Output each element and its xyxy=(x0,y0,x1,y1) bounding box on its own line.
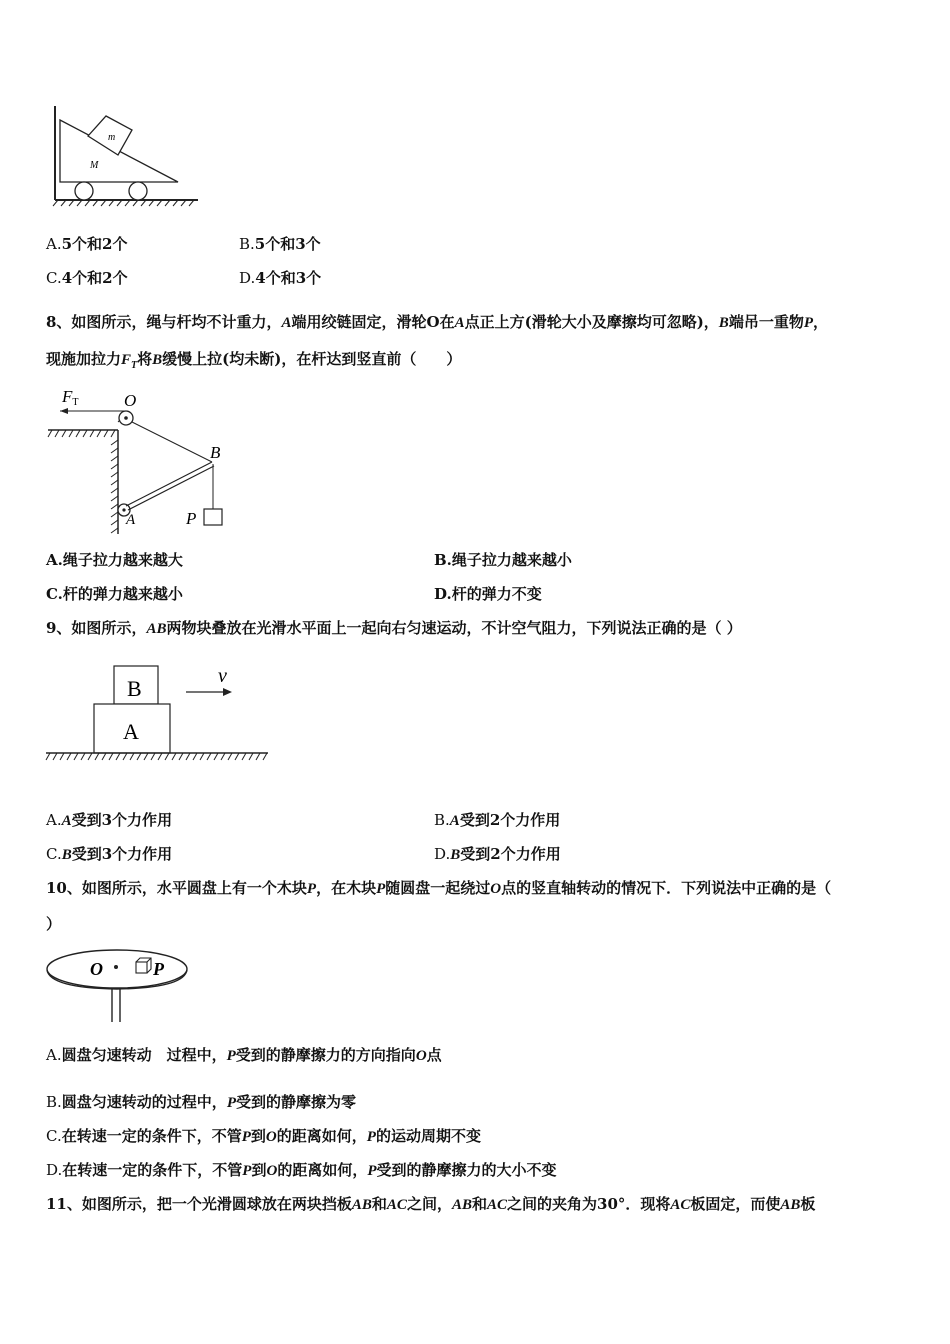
q8-option-b: B.绳子拉力越来越小 xyxy=(434,551,572,569)
q9-figure-stacked-blocks xyxy=(40,660,280,772)
q11-stem: 11、如图所示，把一个光滑圆球放在两块挡板AB和AC之间，AB和AC之间的夹角为30°．现将AC板固定，而使AB板 xyxy=(46,1195,816,1213)
q9-stem: 9、如图所示，AB两物块叠放在光滑水平面上一起向右匀速运动，不计空气阻力，下列说法正确的是（ ） xyxy=(46,619,742,637)
q7-option-d: D.4个和3个 xyxy=(239,269,322,287)
q8-label-ft: FT xyxy=(62,387,79,408)
q8-option-d: D.杆的弹力不变 xyxy=(434,585,542,603)
q7-option-a: A.5个和2个 xyxy=(46,235,128,253)
q8-label-b: B xyxy=(210,443,221,462)
q7-label-m: m xyxy=(108,132,116,143)
q10-stem-line1: 10、如图所示，水平圆盘上有一个木块P，在木块P随圆盘一起绕过O点的竖直轴转动的情况下．下列说法中正确的是（ xyxy=(46,879,832,897)
q10-stem-line2: ） xyxy=(46,915,62,933)
q7-figure-incline-cart xyxy=(40,100,210,210)
q9-label-b: B xyxy=(127,676,142,701)
q9-option-b: B.A受到2个力作用 xyxy=(434,811,561,829)
q8-option-a: A.绳子拉力越来越大 xyxy=(46,551,183,569)
q8-figure-pulley-rod xyxy=(40,382,240,538)
q8-label-p: P xyxy=(186,509,197,528)
q10-figure-turntable xyxy=(40,942,200,1026)
q9-option-c: C.B受到3个力作用 xyxy=(46,845,173,863)
q10-option-a: A.圆盘匀速转动 过程中，P受到的静摩擦力的方向指向O点 xyxy=(46,1046,442,1064)
q7-option-b: B.5个和3个 xyxy=(239,235,321,253)
q9-label-v: v xyxy=(218,665,227,687)
q9-label-a: A xyxy=(123,719,139,744)
q8-label-o: O xyxy=(124,391,137,410)
q9-option-d: D.B受到2个力作用 xyxy=(434,845,561,863)
q8-stem-line2: 现施加拉力$F_T$将B缓慢上拉(均未断)，在杆达到竖直前（ ） xyxy=(46,350,462,371)
q7-label-M: M xyxy=(90,160,99,171)
q7-option-c: C.4个和2个 xyxy=(46,269,128,287)
q8-option-c: C.杆的弹力越来越小 xyxy=(46,585,183,603)
q10-option-b: B.圆盘匀速转动的过程中，P受到的静摩擦为零 xyxy=(46,1093,356,1111)
q10-option-d: D.在转速一定的条件下，不管P到O的距离如何，P受到的静摩擦力的大小不变 xyxy=(46,1161,557,1179)
q10-option-c: C.在转速一定的条件下，不管P到O的距离如何，P的运动周期不变 xyxy=(46,1127,481,1145)
q10-label-p: P xyxy=(153,959,164,979)
q10-label-o: O xyxy=(90,959,103,979)
q9-option-a: A.A受到3个力作用 xyxy=(46,811,173,829)
q8-label-a: A xyxy=(126,512,136,528)
q8-stem-line1: 8、如图所示，绳与杆均不计重力，A端用绞链固定，滑轮O在A点正上方(滑轮大小及摩擦均可忽略)，B端吊一重物P， xyxy=(46,313,829,331)
